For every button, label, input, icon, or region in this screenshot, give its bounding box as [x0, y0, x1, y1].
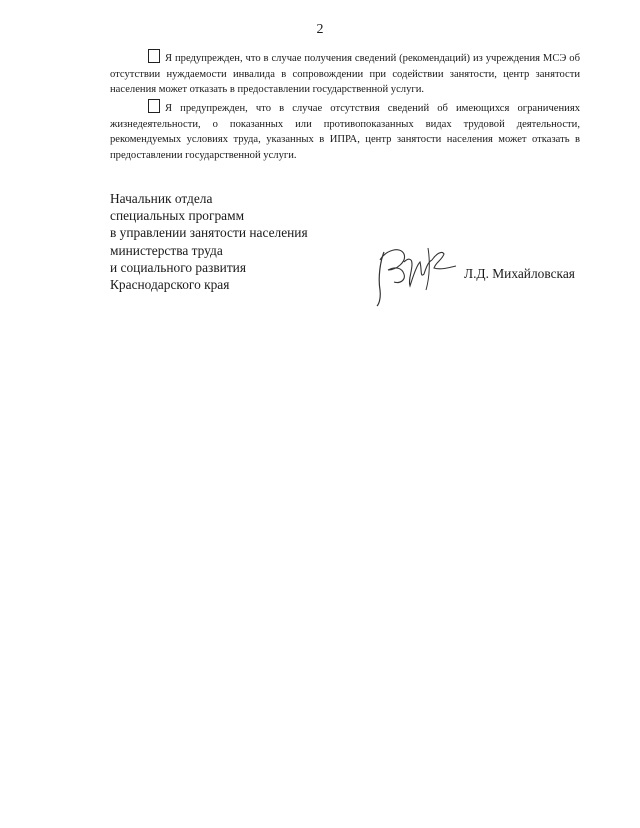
- paragraph-mse-notice: [110, 49, 580, 98]
- paragraph-text: Я предупрежден, что в случае получения сведений (рекомендаций) из учреждения МСЭ об отсутствии нуждаемости инвалида в сопровождении при содействии занятости, центр занятости населения может отказать в предоставлении государственной услуги.: [110, 53, 580, 95]
- position-line: Краснодарского края: [110, 277, 230, 293]
- position-line: министерства труда: [110, 242, 223, 258]
- checkbox-mse-notice[interactable]: [148, 49, 160, 63]
- position-line: специальных программ: [110, 208, 245, 224]
- paragraph-ipra-notice: [110, 99, 580, 163]
- checkbox-ipra-notice[interactable]: [148, 99, 160, 113]
- paragraph-text: Я предупрежден, что в случае отсутствия сведений об имеющихся ограничениях жизнедеятельности, о показанных или противопоказанных видах трудовой деятельности, рекомендуемых условиях труда, указанных в ИПРА, центр занятости населения может отказать в предоставлении государственной услуги.: [110, 103, 580, 161]
- page-number: 2: [316, 22, 324, 37]
- handwritten-signature: [370, 240, 458, 310]
- position-line: Начальник отдела: [110, 191, 213, 206]
- position-line: в управлении занятости населения: [110, 225, 308, 241]
- signature-block: [110, 190, 308, 293]
- signer-name: Л.Д. Михайловская: [464, 266, 575, 281]
- position-line: и социального развития: [110, 259, 246, 275]
